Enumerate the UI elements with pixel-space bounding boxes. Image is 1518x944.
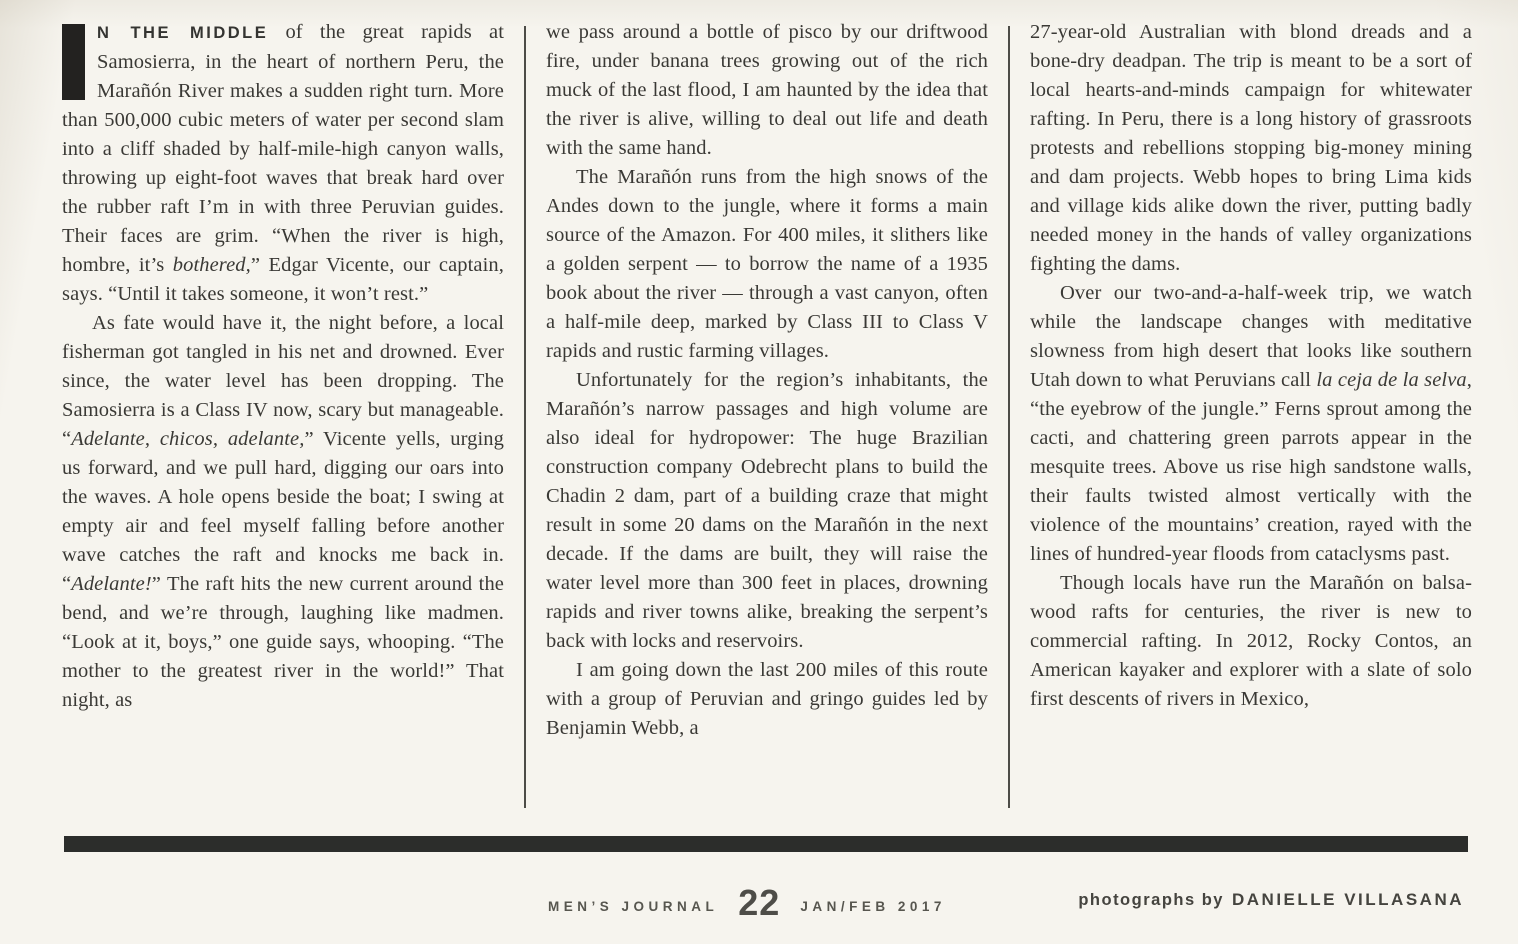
footer-rule-bar [64,836,1468,852]
column-rule [1008,26,1010,808]
text-run: ” Vicente yells, urging us forward, and we pull hard, digging our oars into the waves. A hole opens beside the boat; I swing at empty air and feel myself falling before another wave catches the raft and knocks me back in. “ [62,428,504,595]
footer-folio [548,882,946,924]
text-run: we pass around a bottle of pisco by our driftwood fire, under banana trees growing out of the rich muck of the last flood, I am haunted by the idea that the river is alive, willing to deal out life and death with the same hand. [546,21,988,159]
text-run: Though locals have run the Marañón on balsa-wood rafts for centuries, the river is new to commercial rafting. In 2012, Rocky Contos, an American kayaker and explorer with a slate of solo first descents of rivers in Mexico, [1030,572,1472,710]
photo-credit-prefix: photographs by [1078,891,1224,909]
paragraph-text [62,21,504,305]
paragraph [62,18,504,309]
lede-small-caps: N THE MIDDLE [97,24,269,42]
column-3 [1030,18,1472,812]
magazine-title: MEN’S JOURNAL [548,898,719,914]
drop-cap-letter-i [62,24,85,100]
column-rule [524,26,526,808]
text-run: Over our two-and-a-half-week trip, we watch while the landscape changes with meditative slowness from high desert that looks like southern Utah down to what Peruvians call [1030,282,1472,391]
paragraph [1030,279,1472,569]
page-number: 22 [738,882,781,923]
text-run: ” Edgar Vicente, our captain, says. “Until it takes someone, it won’t rest.” [62,254,504,305]
paragraph [546,163,988,366]
text-run: As fate would have it, the night before, a local fisherman got tangled in his net and drowned. Ever since, the water level has been dropping. The Samosierra is a Class IV now, scary but manageable. “ [62,312,504,450]
italic-text-run: Adelante, chicos, adelante, [71,428,305,450]
italic-text-run: la ceja de la selva [1316,369,1467,391]
photo-credit [1078,890,1464,910]
paragraph [546,18,988,163]
italic-text-run: bothered, [172,254,251,276]
paragraph [62,309,504,715]
paragraph [1030,18,1472,279]
paragraph [546,366,988,656]
column-2 [546,18,988,812]
photographer-name: DANIELLE VILLASANA [1232,890,1464,909]
italic-text-run: Adelante! [71,573,152,595]
text-run: I am going down the last 200 miles of this route with a group of Peruvian and gringo guides led by Benjamin Webb, a [546,659,988,739]
paragraph [1030,569,1472,714]
article-body [62,18,1472,812]
text-run: of the great rapids at Samosierra, in the heart of northern Peru, the Marañón River makes a sudden right turn. More than 500,000 cubic meters of water per second slam into a cliff shaded by half-mile-high canyon walls, throwing up eight-foot waves that break hard over the rubber raft I’m in with three Peruvian guides. Their faces are grim. “When the river is high, hombre, it’s [62,21,504,276]
text-run: The Marañón runs from the high snows of the Andes down to the jungle, where it forms a main source of the Amazon. For 400 miles, it slithers like a golden serpent — to borrow the name of a 1935 book about the river — through a vast canyon, often a half-mile deep, marked by Class III to Class V rapids and rustic farming villages. [546,166,988,362]
column-1 [62,18,504,812]
text-run: Unfortunately for the region’s inhabitants, the Marañón’s narrow passages and high volume are also ideal for hydropower: The huge Brazilian construction company Odebrecht plans to build the Chadin 2 dam, part of a building craze that might result in some 20 dams on the Marañón in the next decade. If the dams are built, they will raise the water level more than 300 feet in places, drowning rapids and river towns alike, breaking the serpent’s back with locks and reservoirs. [546,369,988,652]
text-run: , “the eyebrow of the jungle.” Ferns sprout among the cacti, and chattering green parrots appear in the mesquite trees. Above us rise high sandstone walls, their faults twisted almost vertically with the violence of the mountains’ creation, rayed with the lines of hundred-year floods from cataclysms past. [1030,369,1472,565]
text-run: ” The raft hits the new current around the bend, and we’re through, laughing like madmen. “Look at it, boys,” one guide says, whooping. “The mother to the greatest river in the world!” That night, as [62,573,504,711]
paragraph [546,656,988,743]
issue-date: JAN/FEB 2017 [800,898,946,914]
text-run: 27-year-old Australian with blond dreads and a bone-dry deadpan. The trip is meant to be a sort of local hearts-and-minds campaign for whitewater rafting. In Peru, there is a long history of grassroots protests and rebellions stopping big-money mining and dam projects. Webb hopes to bring Lima kids and village kids alike down the river, putting badly needed money in the hands of valley organizations fighting the dams. [1030,21,1472,275]
page-footer [0,882,1518,938]
